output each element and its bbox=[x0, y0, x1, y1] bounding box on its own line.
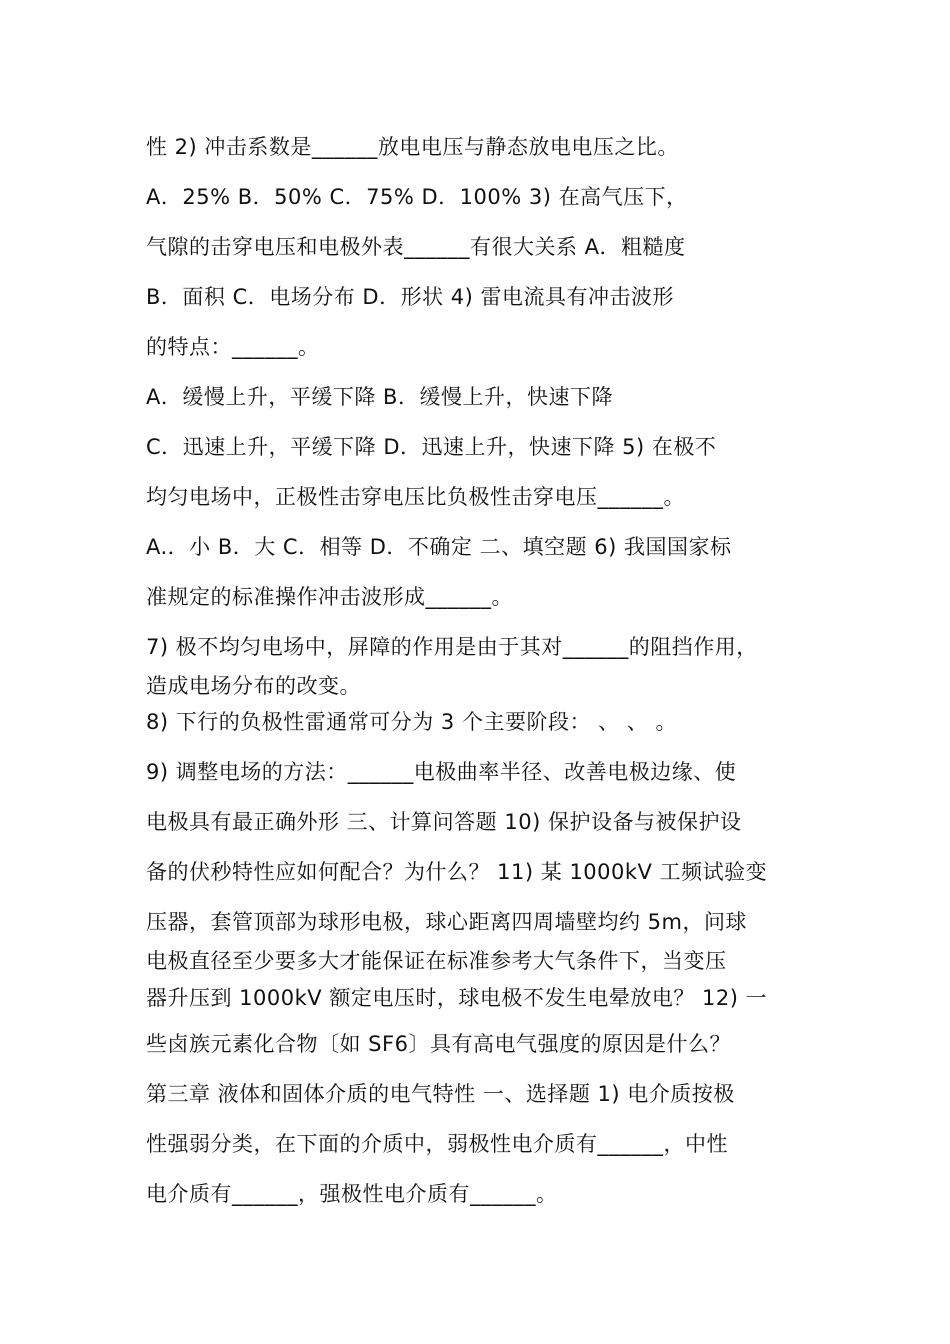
text-line: 7) 极不均匀电场中，屏障的作用是由于其对______的阻挡作用， bbox=[146, 635, 758, 659]
text-line: 电介质有______，强极性电介质有______。 bbox=[146, 1182, 558, 1206]
text-line: C．迅速上升，平缓下降 D．迅速上升，快速下降 5) 在极不 bbox=[146, 435, 717, 459]
text-line: 器升压到 1000kV 额定电压时，球电极不发生电晕放电？ 12) 一 bbox=[146, 986, 768, 1010]
text-line: 准规定的标准操作冲击波形成______。 bbox=[146, 585, 513, 609]
text-line: 造成电场分布的改变。 bbox=[146, 674, 361, 698]
text-line: 9) 调整电场的方法：______电极曲率半径、改善电极边缘、使 bbox=[146, 760, 737, 784]
text-line: 气隙的击穿电压和电极外表______有很大关系 A．粗糙度 bbox=[146, 235, 686, 259]
text-line: 8) 下行的负极性雷通常可分为 3 个主要阶段： 、 、 。 bbox=[146, 710, 677, 734]
text-line: 电极具有最正确外形 三、计算问答题 10) 保护设备与被保护设 bbox=[146, 810, 742, 834]
text-line: 电极直径至少要多大才能保证在标准参考大气条件下，当变压 bbox=[146, 949, 727, 973]
text-line: A．25% B．50% C．75% D．100% 3) 在高气压下， bbox=[146, 185, 688, 209]
text-line: B．面积 C．电场分布 D．形状 4) 雷电流具有冲击波形 bbox=[146, 285, 674, 309]
text-line: 性 2) 冲击系数是______放电电压与静态放电电压之比。 bbox=[146, 135, 679, 159]
text-line: 备的伏秒特性应如何配合？为什么？ 11) 某 1000kV 工频试验变 bbox=[146, 860, 768, 884]
text-line: 些卤族元素化合物〔如 SF6〕具有高电气强度的原因是什么？ bbox=[146, 1032, 731, 1056]
text-line: 性强弱分类，在下面的介质中，弱极性电介质有______，中性 bbox=[146, 1132, 728, 1156]
text-line: 第三章 液体和固体介质的电气特性 一、选择题 1) 电介质按极 bbox=[146, 1082, 735, 1106]
text-line: A．缓慢上升，平缓下降 B．缓慢上升，快速下降 bbox=[146, 385, 613, 409]
text-line: 的特点：______。 bbox=[146, 335, 320, 359]
text-line: A.．小 B．大 C．相等 D．不确定 二、填空题 6) 我国国家标 bbox=[146, 535, 732, 559]
text-line: 压器，套管顶部为球形电极，球心距离四周墙壁均约 5m，问球 bbox=[146, 910, 747, 934]
text-line: 均匀电场中，正极性击穿电压比负极性击穿电压______。 bbox=[146, 485, 685, 509]
